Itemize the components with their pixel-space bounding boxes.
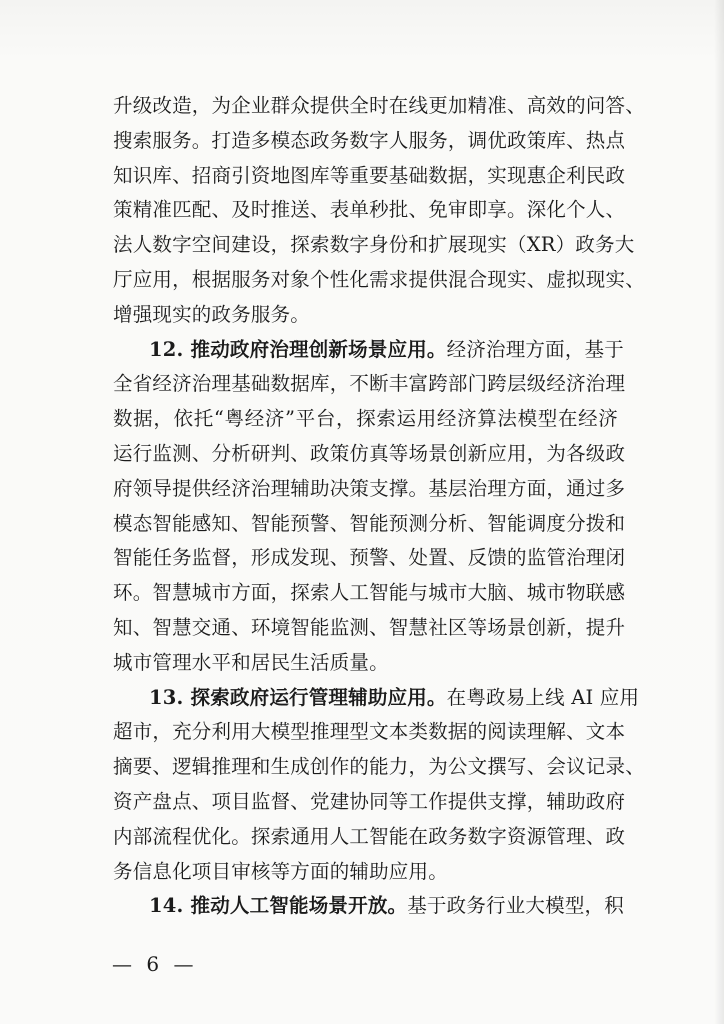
section-12-text: 经济治理方面，基于 (446, 337, 624, 361)
section-14-text: 基于政务行业大模型，积 (407, 894, 624, 918)
text-line: 内部流程优化。探索通用人工智能在政务数字资源管理、政 (113, 824, 626, 848)
text-line: 府领导提供经济治理辅助决策支撑。基层治理方面，通过多 (113, 476, 626, 500)
text-line: 搜索服务。打造多模态政务数字人服务，调优政策库、热点 (113, 128, 626, 152)
text-line: 厅应用，根据服务对象个性化需求提供混合现实、虚拟现实、 (113, 267, 645, 291)
section-12-heading: 12. 推动政府治理创新场景应用。 (149, 337, 447, 361)
text-line: 资产盘点、项目监督、党建协同等工作提供支撑，辅助政府 (113, 789, 626, 813)
text-line: 环。智慧城市方面，探索人工智能与城市大脑、城市物联感 (113, 581, 626, 605)
text-line: 数据，依托“粤经济”平台，探索运用经济算法模型在经济 (113, 407, 618, 431)
body-text (113, 89, 645, 924)
text-line: 务信息化项目审核等方面的辅助应用。 (113, 859, 448, 883)
text-line: 增强现实的政务服务。 (113, 302, 311, 326)
scan-edge-shadow (714, 0, 724, 1024)
section-12-first-line (113, 333, 624, 368)
text-line: 知、智慧交通、环境智能监测、智慧社区等场景创新，提升 (113, 615, 626, 639)
section-13-text: 在粤政易上线 AI 应用 (446, 685, 640, 709)
text-line: 升级改造，为企业群众提供全时在线更加精准、高效的问答、 (113, 94, 645, 117)
text-line: 模态智能感知、智能预警、智能预测分析、智能调度分拨和 (113, 511, 626, 535)
text-line: 全省经济治理基础数据库，不断丰富跨部门跨层级经济治理 (113, 372, 626, 396)
section-13-heading: 13. 探索政府运行管理辅助应用。 (149, 685, 447, 709)
text-line: 策精准匹配、及时推送、表单秒批、免审即享。深化个人、 (113, 198, 626, 222)
section-13-first-line (113, 681, 640, 716)
text-line: 超市，充分利用大模型推理型文本类数据的阅读理解、文本 (113, 720, 626, 744)
text-line: 智能任务监督，形成发现、预警、处置、反馈的监管治理闭 (113, 546, 626, 570)
text-line: 摘要、逻辑推理和生成创作的能力，为公文撰写、会议记录、 (113, 755, 645, 779)
section-14-heading: 14. 推动人工智能场景开放。 (149, 894, 408, 918)
section-14-first-line (113, 889, 624, 924)
text-line: 运行监测、分析研判、政策仿真等场景创新应用，为各级政 (113, 441, 626, 465)
text-line: 法人数字空间建设，探索数字身份和扩展现实（XR）政务大 (113, 233, 635, 257)
text-line: 知识库、招商引资地图库等重要基础数据，实现惠企利民政 (113, 163, 626, 187)
text-line: 城市管理水平和居民生活质量。 (113, 650, 389, 674)
page-number: — 6 — (112, 952, 198, 976)
